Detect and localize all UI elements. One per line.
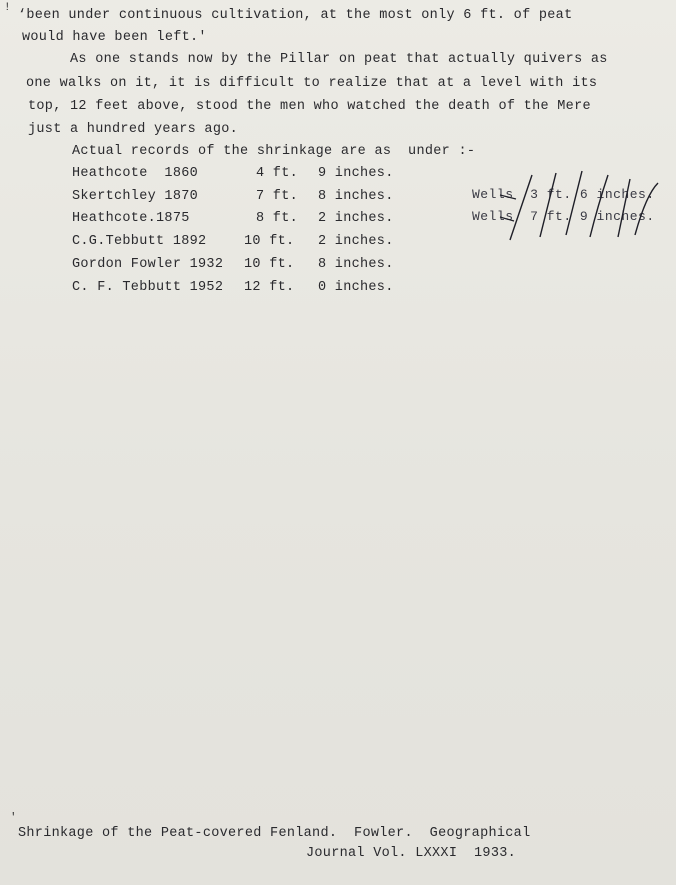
record-name: Gordon Fowler 1932	[72, 257, 224, 272]
record-inches: 2 inches.	[318, 234, 394, 249]
record-name: C. F. Tebbutt 1952	[72, 280, 224, 295]
cross-out-strokes	[470, 165, 676, 245]
record-name: C.G.Tebbutt 1892	[72, 234, 207, 249]
footer-reference-line-2: Journal Vol. LXXXI 1933.	[306, 846, 517, 861]
record-inches: 0 inches.	[318, 280, 394, 295]
crossed-out-record: Wells 7 ft. 9 inches.	[472, 209, 655, 224]
paragraph-1-line-1: ‘been under continuous cultivation, at the most only 6 ft. of peat	[18, 8, 573, 23]
record-row	[72, 280, 394, 355]
record-inches: 8 inches.	[318, 257, 394, 272]
record-inches: 2 inches.	[318, 211, 394, 226]
paragraph-2-line-3: top, 12 feet above, stood the men who watched the death of the Mere	[28, 99, 591, 114]
record-name: Skertchley 1870	[72, 189, 199, 204]
footer-mark: '	[10, 812, 17, 824]
paragraph-1-line-2: would have been left.'	[22, 30, 207, 45]
records-intro: Actual records of the shrinkage are as under :-	[72, 144, 476, 159]
record-feet: 10 ft.	[244, 257, 295, 272]
record-feet: 8 ft.	[256, 211, 299, 226]
record-feet: 12 ft.	[244, 280, 295, 295]
paragraph-2-line-1: As one stands now by the Pillar on peat that actually quivers as	[70, 52, 608, 67]
paragraph-2-line-2: one walks on it, it is difficult to realize that at a level with its	[26, 76, 598, 91]
crossed-out-record: Wells 3 ft. 6 inches.	[472, 187, 655, 202]
record-feet: 4 ft.	[256, 166, 299, 181]
record-feet: 10 ft.	[244, 234, 295, 249]
record-feet: 7 ft.	[256, 189, 299, 204]
corner-mark: !	[4, 2, 11, 14]
record-inches: 8 inches.	[318, 189, 394, 204]
record-name: Heathcote 1860	[72, 166, 199, 181]
record-name: Heathcote.1875	[72, 211, 190, 226]
record-inches: 9 inches.	[318, 166, 394, 181]
footer-reference-line-1: Shrinkage of the Peat-covered Fenland. Fowler. Geographical	[18, 826, 531, 841]
paragraph-2-line-4: just a hundred years ago.	[28, 122, 239, 137]
